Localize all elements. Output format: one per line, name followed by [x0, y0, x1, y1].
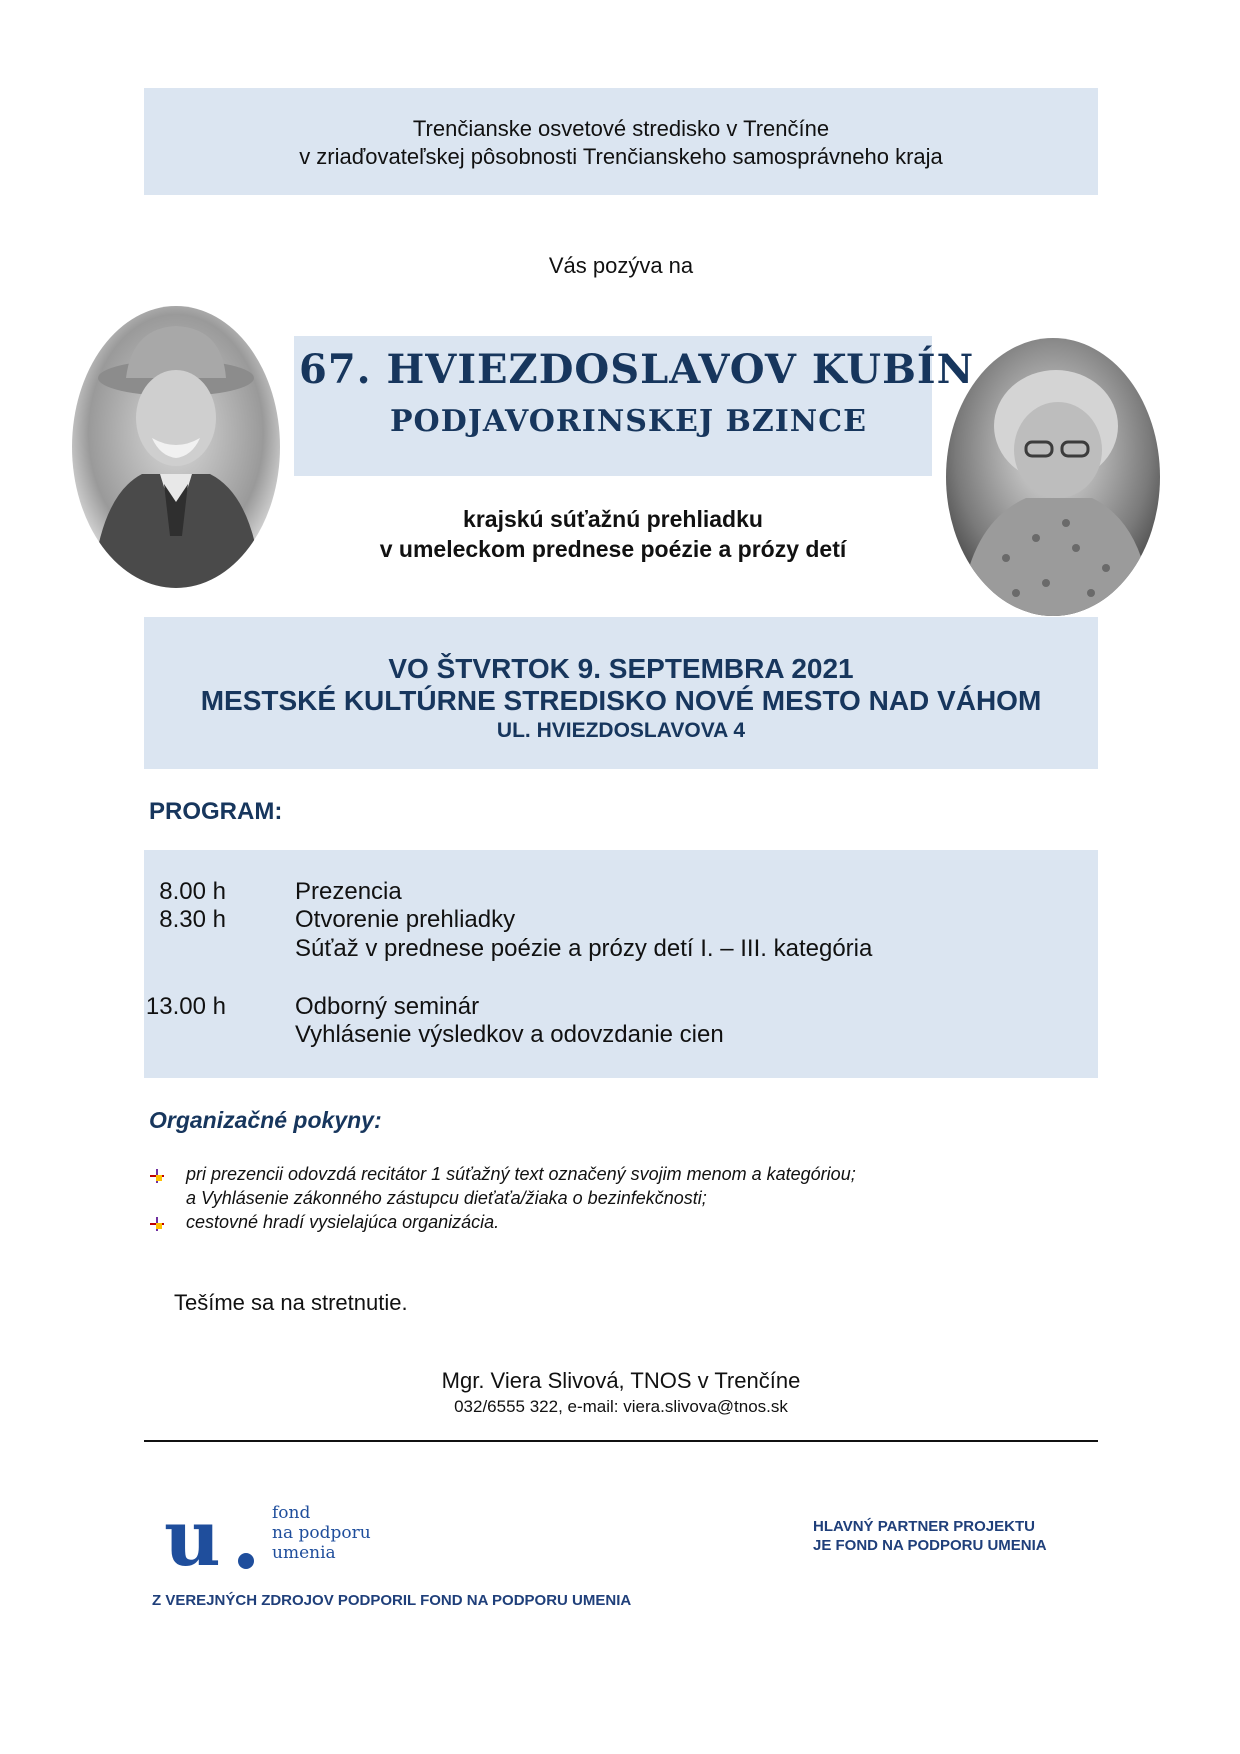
organization-line: pri prezencii odovzdá recitátor 1 súťažný text označený svojim menom a kategóriou;	[186, 1164, 856, 1184]
fpu-logo-dot-icon	[238, 1553, 254, 1569]
program-time: 8.00 h	[159, 878, 226, 905]
organizer-name: Trenčianske osvetové stredisko v Trenčíne	[412, 116, 830, 141]
portrait-podjavorinska	[946, 338, 1160, 616]
partner-text: HLAVNÝ PARTNER PROJEKTU	[813, 1518, 1035, 1535]
title-box	[294, 336, 975, 476]
competition-description-line2: v umeleckom prednese poézie a prózy detí	[379, 536, 847, 562]
event-subtitle: PODJAVORINSKEJ BZINCE	[390, 404, 867, 439]
closing-text: Tešíme sa na stretnutie.	[174, 1290, 408, 1315]
event-date: VO ŠTVRTOK 9. SEPTEMBRA 2021	[388, 653, 854, 684]
program-item: Súťaž v prednese poézie a prózy detí I. – III. kategória	[295, 935, 873, 962]
bullet-icon	[150, 1169, 164, 1183]
event-title: 67. HVIEZDOSLAVOV KUBÍN	[299, 346, 975, 393]
footer-divider	[144, 1440, 1098, 1442]
program-time: 13.00 h	[145, 993, 226, 1020]
signature-contact: 032/6555 322, e-mail: viera.slivova@tnos.sk	[454, 1397, 788, 1416]
partner-text: JE FOND NA PODPORU UMENIA	[813, 1537, 1047, 1554]
organization-heading: Organizačné pokyny:	[149, 1107, 382, 1133]
event-details-box	[144, 617, 1098, 769]
portrait-woman-icon	[946, 338, 1160, 616]
program-box	[144, 850, 1098, 1078]
program-item: Otvorenie prehliadky	[295, 906, 516, 933]
program-time: 8.30 h	[159, 906, 226, 933]
program-item: Vyhlásenie výsledkov a odovzdanie cien	[295, 1021, 724, 1048]
program-item: Prezencia	[295, 878, 402, 905]
portrait-hviezdoslav	[72, 306, 280, 588]
fpu-logo-letter: u	[164, 1493, 221, 1584]
organization-line: cestovné hradí vysielajúca organizácia.	[186, 1212, 500, 1232]
signature-name: Mgr. Viera Slivová, TNOS v Trenčíne	[441, 1368, 801, 1393]
competition-description-line1: krajskú súťažnú prehliadku	[463, 506, 763, 532]
program-item: Odborný seminár	[295, 993, 480, 1020]
invite-text: Vás pozýva na	[548, 253, 694, 278]
bullet-icon	[150, 1217, 164, 1231]
organization-line: a Vyhlásenie zákonného zástupcu dieťaťa/žiaka o bezinfekčnosti;	[186, 1188, 707, 1208]
fpu-logo-text: na podporu	[272, 1523, 371, 1543]
event-venue: MESTSKÉ KULTÚRNE STREDISKO NOVÉ MESTO NAD VÁHOM	[200, 685, 1042, 716]
organizer-affiliation: v zriaďovateľskej pôsobnosti Trenčianskeho samosprávneho kraja	[299, 144, 943, 169]
fpu-logo-text: fond	[272, 1503, 311, 1523]
portrait-man-icon	[72, 306, 280, 588]
fpu-logo-text: umenia	[272, 1543, 336, 1563]
competition-description	[294, 504, 932, 564]
event-address: UL. HVIEZDOSLAVOVA 4	[496, 719, 746, 742]
program-heading: PROGRAM:	[149, 798, 283, 825]
support-text: Z VEREJNÝCH ZDROJOV PODPORIL FOND NA PODPORU UMENIA	[152, 1592, 632, 1609]
header-box	[144, 88, 1098, 195]
